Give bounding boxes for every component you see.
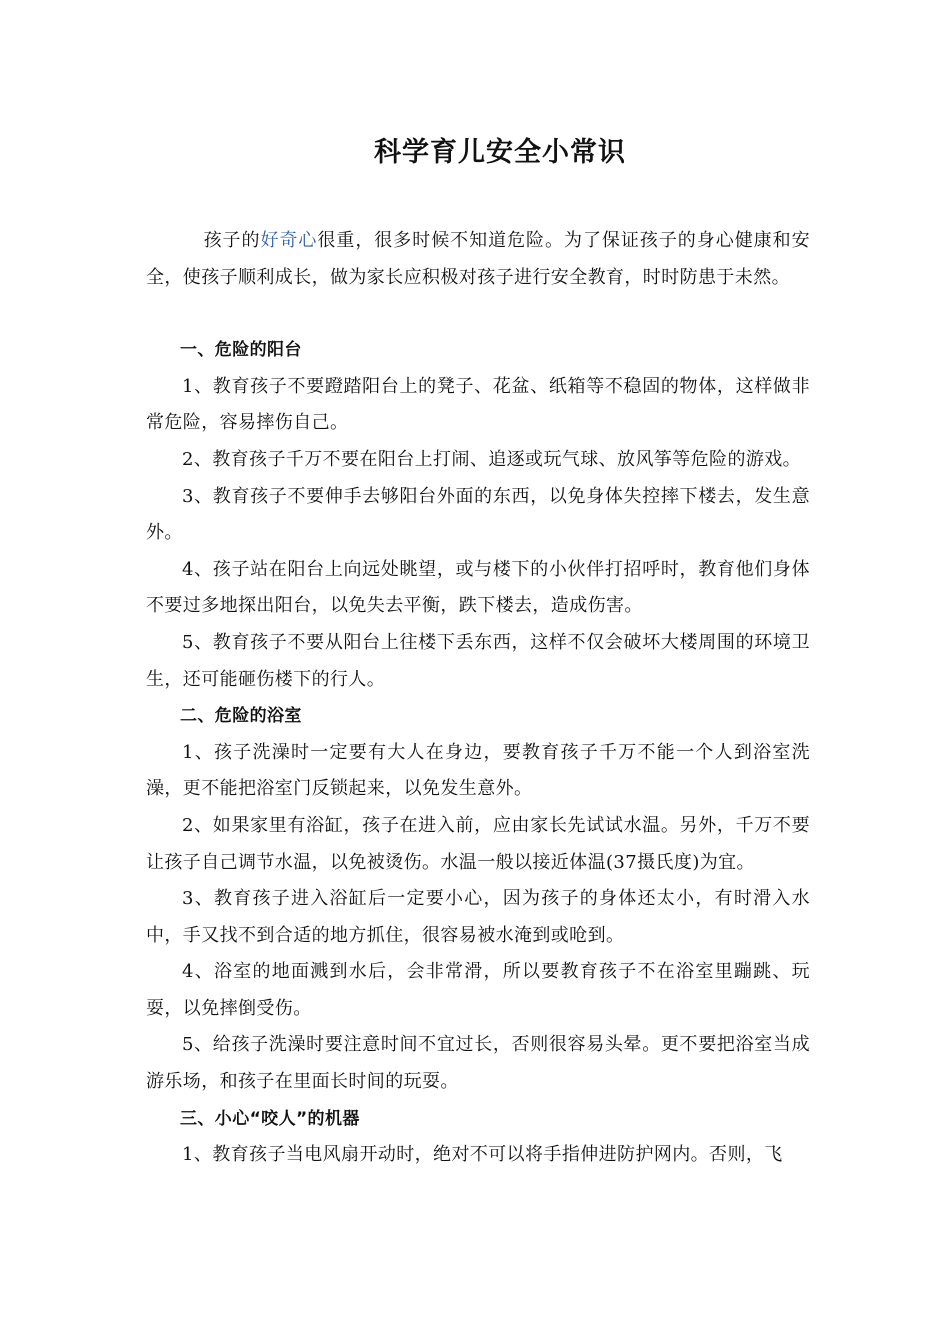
intro-text-before-link: 孩子的 <box>203 230 261 251</box>
intro-paragraph <box>146 223 810 296</box>
list-item: 5、给孩子洗澡时要注意时间不宜过长，否则很容易头晕。更不要把浴室当成游乐场，和孩子在里面长时间的玩耍。 <box>146 1034 810 1093</box>
list-item: 1、孩子洗澡时一定要有大人在身边，要教育孩子千万不能一个人到浴室洗澡，更不能把浴室门反锁起来，以免发生意外。 <box>146 741 810 800</box>
section-heading-bathroom: 二、危险的浴室 <box>180 706 302 727</box>
list-item: 1、教育孩子当电风扇开动时，绝对不可以将手指伸进防护网内。否则，飞 <box>182 1144 783 1166</box>
list-item: 1、教育孩子不要蹬踏阳台上的凳子、花盆、纸箱等不稳固的物体，这样做非常危险，容易摔伤自己。 <box>146 375 810 434</box>
document-body <box>146 223 810 1174</box>
section-heading-balcony: 一、危险的阳台 <box>180 340 302 361</box>
list-item: 4、孩子站在阳台上向远处眺望，或与楼下的小伙伴打招呼时，教育他们身体不要过多地探出阳台，以免失去平衡，跌下楼去，造成伤害。 <box>146 558 810 617</box>
curiosity-link[interactable]: 好奇心 <box>260 230 318 251</box>
list-item: 3、教育孩子不要伸手去够阳台外面的东西，以免身体失控摔下楼去，发生意外。 <box>146 485 810 544</box>
spacer <box>146 296 810 332</box>
list-item: 5、教育孩子不要从阳台上往楼下丢东西，这样不仅会破坏大楼周围的环境卫生，还可能砸伤楼下的行人。 <box>146 631 810 690</box>
list-item: 2、教育孩子千万不要在阳台上打闹、追逐或玩气球、放风筝等危险的游戏。 <box>182 448 802 470</box>
intro-text-after-link: 很重，很多时候不知道危险。为了保证孩子的身心健康和安全，使孩子顺利成长，做为家长应积极对孩子进行安全教育，时时防患于未然。 <box>146 230 810 288</box>
page-title: 科学育儿安全小常识 <box>374 137 626 168</box>
list-item: 2、如果家里有浴缸，孩子在进入前，应由家长先试试水温。另外，千万不要让孩子自己调节水温，以免被烫伤。水温一般以接近体温(37摄氏度)为宜。 <box>146 814 810 873</box>
section-heading-machines: 三、小心“咬人”的机器 <box>180 1108 360 1129</box>
list-item: 4、浴室的地面溅到水后，会非常滑，所以要教育孩子不在浴室里蹦跳、玩耍，以免摔倒受伤。 <box>146 961 810 1019</box>
list-item: 3、教育孩子进入浴缸后一定要小心，因为孩子的身体还太小，有时滑入水中，手又找不到合适的地方抓住，很容易被水淹到或呛到。 <box>146 888 810 946</box>
